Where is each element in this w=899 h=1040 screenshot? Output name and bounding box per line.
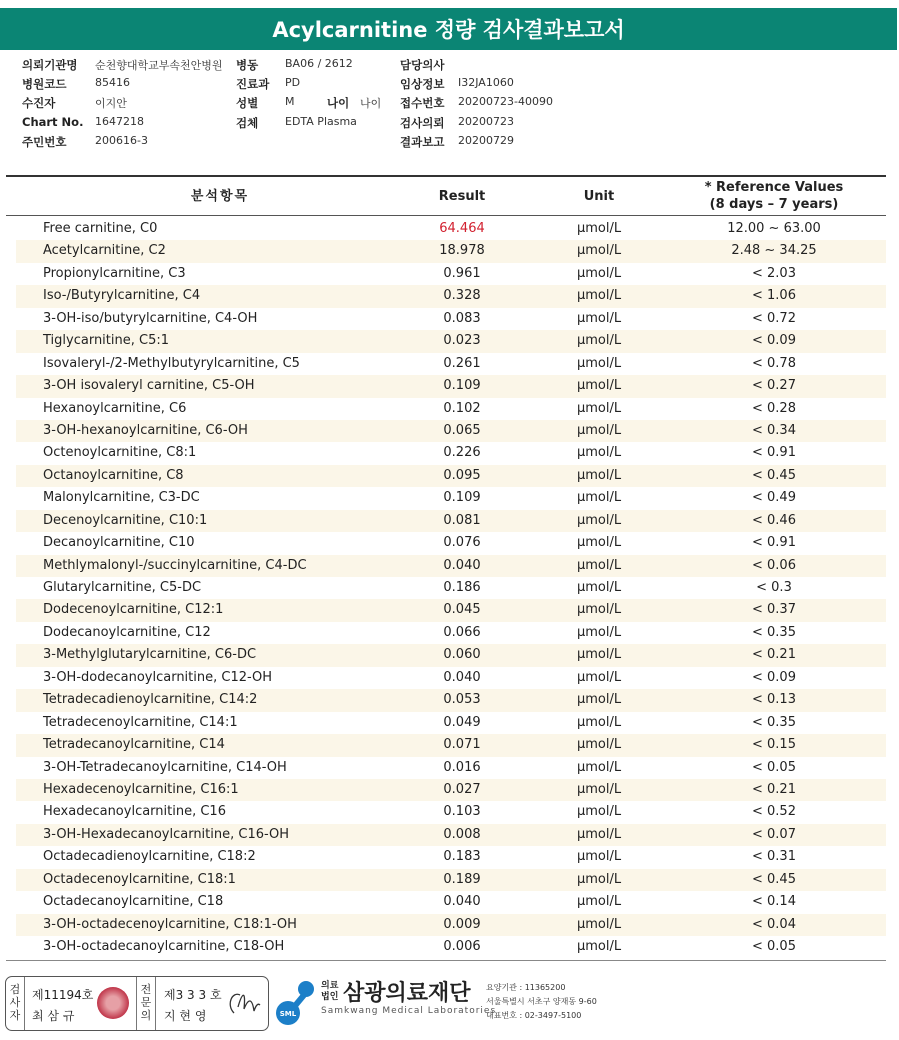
report-title: Acylcarnitine 정량 검사결과보고서 (0, 8, 897, 50)
reference-value: < 0.06 (752, 557, 796, 573)
unit-value: μmol/L (576, 333, 622, 349)
reference-value: 12.00 ~ 63.00 (727, 221, 821, 236)
analyte-name: 3-OH isovaleryl carnitine, C5-OH (43, 378, 255, 394)
doctor-label: 담당의사 (400, 58, 445, 72)
reference-value: < 0.05 (752, 939, 796, 954)
id-label: 주민번호 (22, 135, 67, 149)
unit-value: μmol/L (576, 647, 622, 663)
analyte-name: Isovaleryl-/2-Methylbutyrylcarnitine, C5 (43, 355, 300, 371)
reference-value: < 0.21 (752, 781, 796, 797)
result-value: 0.109 (443, 490, 481, 506)
specialist-vertical-label (136, 977, 156, 1030)
unit-value: μmol/L (576, 221, 622, 236)
table-row (16, 442, 886, 464)
result-value: 0.083 (443, 310, 481, 326)
reference-value: < 0.3 (756, 580, 792, 595)
header-reference-line1: * Reference Values (704, 180, 844, 195)
analyte-name: Octenoylcarnitine, C8:1 (43, 445, 197, 461)
analyte-name: 3-OH-dodecanoylcarnitine, C12-OH (43, 669, 273, 685)
table-row (16, 218, 886, 240)
result-value: 0.009 (443, 916, 481, 932)
result-value: 0.016 (443, 759, 481, 775)
table-row (16, 330, 886, 352)
unit-value: μmol/L (576, 265, 622, 281)
table-row (16, 532, 886, 554)
examiner-vertical-label (6, 977, 25, 1030)
analyte-name: Glutarylcarnitine, C5-DC (43, 580, 202, 595)
header-item: 분석항목 (190, 188, 250, 204)
reference-value: 2.48 ~ 34.25 (731, 243, 817, 259)
org-type-small (321, 981, 338, 1003)
analyte-name: Acetylcarnitine, C2 (43, 243, 166, 259)
result-value: 0.040 (443, 557, 481, 573)
specimen-label: 검체 (236, 116, 259, 130)
analyte-name: 3-OH-Hexadecanoylcarnitine, C16-OH (43, 826, 290, 842)
analyte-name: 3-OH-octadecanoylcarnitine, C18-OH (43, 939, 285, 954)
result-value: 0.186 (443, 580, 481, 595)
unit-value: μmol/L (576, 916, 622, 932)
dept-value: PD (285, 76, 301, 89)
org-english-name: Samkwang Medical Laboratories (321, 1006, 497, 1016)
org-code: 요양기관 : 11365200 (486, 983, 566, 992)
table-row (16, 622, 886, 644)
unit-value: μmol/L (576, 243, 622, 259)
org-type-line1: 의료 (321, 981, 339, 991)
hosp-code-value: 85416 (95, 76, 130, 89)
result-value: 0.006 (443, 939, 481, 954)
receipt-value: 20200723-40090 (458, 95, 553, 108)
table-row (16, 779, 886, 801)
reference-value: < 0.07 (752, 826, 796, 842)
chart-label: Chart No. (22, 115, 84, 129)
age-value: 나이 (360, 97, 382, 110)
unit-value: μmol/L (576, 580, 622, 595)
clinical-value: I32JA1060 (458, 76, 514, 89)
results-table-body (16, 218, 886, 958)
result-value: 0.060 (443, 647, 481, 663)
reference-value: < 0.09 (752, 333, 796, 349)
reference-value: < 0.37 (752, 602, 796, 618)
table-row (16, 577, 886, 599)
hosp-code-label: 병원코드 (22, 77, 67, 91)
analyte-name: 3-OH-Tetradecanoylcarnitine, C14-OH (43, 759, 287, 775)
analyte-name: 3-Methylglutarylcarnitine, C6-DC (43, 647, 257, 663)
request-label: 검사의뢰 (400, 116, 445, 130)
table-row (16, 936, 886, 958)
specialist-signature-icon (224, 985, 262, 1021)
table-top-rule (6, 175, 886, 177)
agency-value: 순천향대학교부속천안병원 (95, 59, 223, 72)
report-label: 결과보고 (400, 135, 445, 149)
analyte-name: 3-OH-octadecenoylcarnitine, C18:1-OH (43, 916, 297, 932)
unit-value: μmol/L (576, 512, 622, 528)
table-row (16, 487, 886, 509)
reference-value: < 0.04 (752, 916, 796, 932)
result-value: 0.053 (443, 692, 481, 708)
sex-value: M (285, 95, 295, 108)
examiner-name: 최 삼 규 (32, 1009, 75, 1023)
unit-value: μmol/L (576, 871, 622, 887)
ward-value: BA06 / 2612 (285, 57, 353, 70)
analyte-name: Hexadecenoylcarnitine, C16:1 (43, 781, 239, 797)
unit-value: μmol/L (576, 781, 622, 797)
result-value: 0.045 (443, 602, 481, 618)
table-row (16, 398, 886, 420)
table-row (16, 846, 886, 868)
table-row (16, 869, 886, 891)
table-row (16, 689, 886, 711)
result-value: 0.065 (443, 422, 481, 438)
header-reference-line2: (8 days – 7 years) (709, 197, 839, 212)
unit-value: μmol/L (576, 355, 622, 371)
reference-value: < 0.45 (752, 467, 796, 483)
result-value: 0.961 (443, 265, 481, 281)
org-name: 삼광의료재단 (343, 981, 471, 1006)
sml-logo-icon (274, 979, 318, 1027)
report-value: 20200729 (458, 134, 514, 147)
analyte-name: Decenoylcarnitine, C10:1 (43, 512, 208, 528)
result-value: 0.189 (443, 871, 481, 887)
result-value: 0.328 (443, 288, 481, 304)
sml-logo-text: SML (279, 1010, 297, 1018)
specialist-vertical-text: 전문의 (140, 983, 152, 1022)
reference-value: < 0.46 (752, 512, 796, 528)
examiner-number: 제11194호 (32, 988, 94, 1002)
analyte-name: Octadecanoylcarnitine, C18 (43, 894, 224, 910)
reference-value: < 0.14 (752, 894, 796, 910)
reference-value: < 0.15 (752, 737, 796, 753)
receipt-label: 접수번호 (400, 96, 445, 110)
patient-info-block (0, 55, 899, 155)
reference-value: < 0.31 (752, 849, 796, 865)
result-value: 0.066 (443, 624, 481, 640)
chart-value: 1647218 (95, 115, 144, 128)
unit-value: μmol/L (576, 422, 622, 438)
id-value: 200616-3 (95, 134, 148, 147)
unit-value: μmol/L (576, 602, 622, 618)
unit-value: μmol/L (576, 939, 622, 954)
table-row (16, 734, 886, 756)
reference-value: < 0.27 (752, 378, 796, 394)
unit-value: μmol/L (576, 557, 622, 573)
unit-value: μmol/L (576, 378, 622, 394)
analyte-name: 3-OH-hexanoylcarnitine, C6-OH (43, 422, 248, 438)
specimen-value: EDTA Plasma (285, 115, 357, 128)
table-row (16, 801, 886, 823)
request-value: 20200723 (458, 115, 514, 128)
analyte-name: Propionylcarnitine, C3 (43, 265, 186, 281)
reference-value: < 0.49 (752, 490, 796, 506)
reference-value: < 0.35 (752, 624, 796, 640)
table-row (16, 308, 886, 330)
unit-value: μmol/L (576, 535, 622, 551)
clinical-label: 임상정보 (400, 77, 445, 91)
table-row (16, 263, 886, 285)
table-bottom-rule (6, 960, 886, 961)
result-value: 0.109 (443, 378, 481, 394)
unit-value: μmol/L (576, 400, 622, 416)
table-row (16, 757, 886, 779)
signature-box (5, 976, 269, 1031)
analyte-name: Hexanoylcarnitine, C6 (43, 400, 187, 416)
analyte-name: Tetradecenoylcarnitine, C14:1 (43, 714, 238, 730)
unit-value: μmol/L (576, 467, 622, 483)
analyte-name: Malonylcarnitine, C3-DC (43, 490, 200, 506)
unit-value: μmol/L (576, 714, 622, 730)
result-value: 18.978 (439, 243, 485, 259)
table-row (16, 891, 886, 913)
unit-value: μmol/L (576, 849, 622, 865)
result-value: 0.049 (443, 714, 481, 730)
ward-label: 병동 (236, 58, 259, 72)
reference-value: < 1.06 (752, 288, 796, 304)
unit-value: μmol/L (576, 310, 622, 326)
result-value: 64.464 (439, 221, 485, 236)
unit-value: μmol/L (576, 624, 622, 640)
analyte-name: Tetradecadienoylcarnitine, C14:2 (43, 692, 258, 708)
result-value: 0.027 (443, 781, 481, 797)
result-value: 0.102 (443, 400, 481, 416)
header-unit: Unit (583, 188, 615, 204)
result-value: 0.095 (443, 467, 481, 483)
table-row (16, 240, 886, 262)
result-value: 0.081 (443, 512, 481, 528)
table-row (16, 375, 886, 397)
analyte-name: Tiglycarnitine, C5:1 (43, 333, 170, 349)
table-row (16, 353, 886, 375)
table-row (16, 420, 886, 442)
table-row (16, 644, 886, 666)
unit-value: μmol/L (576, 737, 622, 753)
analyte-name: Dodecenoylcarnitine, C12:1 (43, 602, 224, 618)
analyte-name: Dodecanoylcarnitine, C12 (43, 624, 211, 640)
header-reference (666, 178, 882, 214)
reference-value: < 0.45 (752, 871, 796, 887)
org-phone: 대표번호 : 02-3497-5100 (486, 1011, 582, 1020)
dept-label: 진료과 (236, 77, 270, 91)
analyte-name: Free carnitine, C0 (43, 221, 158, 236)
table-row (16, 914, 886, 936)
result-value: 0.183 (443, 849, 481, 865)
specialist-number: 제3 3 3 호 (164, 988, 222, 1002)
examiner-vertical-text: 검사자 (9, 983, 21, 1022)
result-value: 0.261 (443, 355, 481, 371)
analyte-name: Hexadecanoylcarnitine, C16 (43, 804, 226, 820)
specialist-name: 지 현 영 (164, 1009, 207, 1023)
table-row (16, 465, 886, 487)
table-row (16, 555, 886, 577)
analyte-name: Decanoylcarnitine, C10 (43, 535, 195, 551)
reference-value: < 0.21 (752, 647, 796, 663)
unit-value: μmol/L (576, 288, 622, 304)
reference-value: < 0.52 (752, 804, 796, 820)
analyte-name: Tetradecanoylcarnitine, C14 (43, 737, 225, 753)
reference-value: < 0.28 (752, 400, 796, 416)
agency-label: 의뢰기관명 (22, 58, 78, 72)
reference-value: < 0.35 (752, 714, 796, 730)
result-value: 0.008 (443, 826, 481, 842)
reference-value: < 0.72 (752, 310, 796, 326)
unit-value: μmol/L (576, 445, 622, 461)
analyte-name: Octadecenoylcarnitine, C18:1 (43, 871, 236, 887)
reference-value: < 0.09 (752, 669, 796, 685)
result-value: 0.040 (443, 894, 481, 910)
reference-value: < 0.13 (752, 692, 796, 708)
org-type-line2: 법인 (321, 992, 339, 1002)
unit-value: μmol/L (576, 669, 622, 685)
result-value: 0.023 (443, 333, 481, 349)
table-row (16, 712, 886, 734)
reference-value: < 0.78 (752, 355, 796, 371)
table-row (16, 285, 886, 307)
patient-value: 이지안 (95, 97, 127, 110)
result-value: 0.040 (443, 669, 481, 685)
table-row (16, 667, 886, 689)
unit-value: μmol/L (576, 692, 622, 708)
analyte-name: Octanoylcarnitine, C8 (43, 467, 184, 483)
unit-value: μmol/L (576, 826, 622, 842)
analyte-name: 3-OH-iso/butyrylcarnitine, C4-OH (43, 310, 258, 326)
table-row (16, 510, 886, 532)
unit-value: μmol/L (576, 894, 622, 910)
result-value: 0.076 (443, 535, 481, 551)
org-address: 서울특별시 서초구 양재동 9-60 (486, 997, 597, 1006)
reference-value: < 0.05 (752, 759, 796, 775)
analyte-name: Octadecadienoylcarnitine, C18:2 (43, 849, 256, 865)
sex-label: 성별 (236, 96, 259, 110)
reference-value: < 2.03 (752, 265, 796, 281)
age-label: 나이 (327, 96, 350, 110)
result-value: 0.226 (443, 445, 481, 461)
result-value: 0.103 (443, 804, 481, 820)
unit-value: μmol/L (576, 804, 622, 820)
analyte-name: Iso-/Butyrylcarnitine, C4 (43, 288, 201, 304)
table-row (16, 599, 886, 621)
table-header-rule (6, 215, 886, 216)
patient-label: 수진자 (22, 96, 56, 110)
reference-value: < 0.91 (752, 445, 796, 461)
unit-value: μmol/L (576, 490, 622, 506)
table-row (16, 824, 886, 846)
header-result: Result (438, 188, 486, 204)
examiner-seal-icon (97, 987, 129, 1019)
unit-value: μmol/L (576, 759, 622, 775)
result-value: 0.071 (443, 737, 481, 753)
reference-value: < 0.34 (752, 422, 796, 438)
analyte-name: Methlymalonyl-/succinylcarnitine, C4-DC (43, 557, 307, 573)
reference-value: < 0.91 (752, 535, 796, 551)
